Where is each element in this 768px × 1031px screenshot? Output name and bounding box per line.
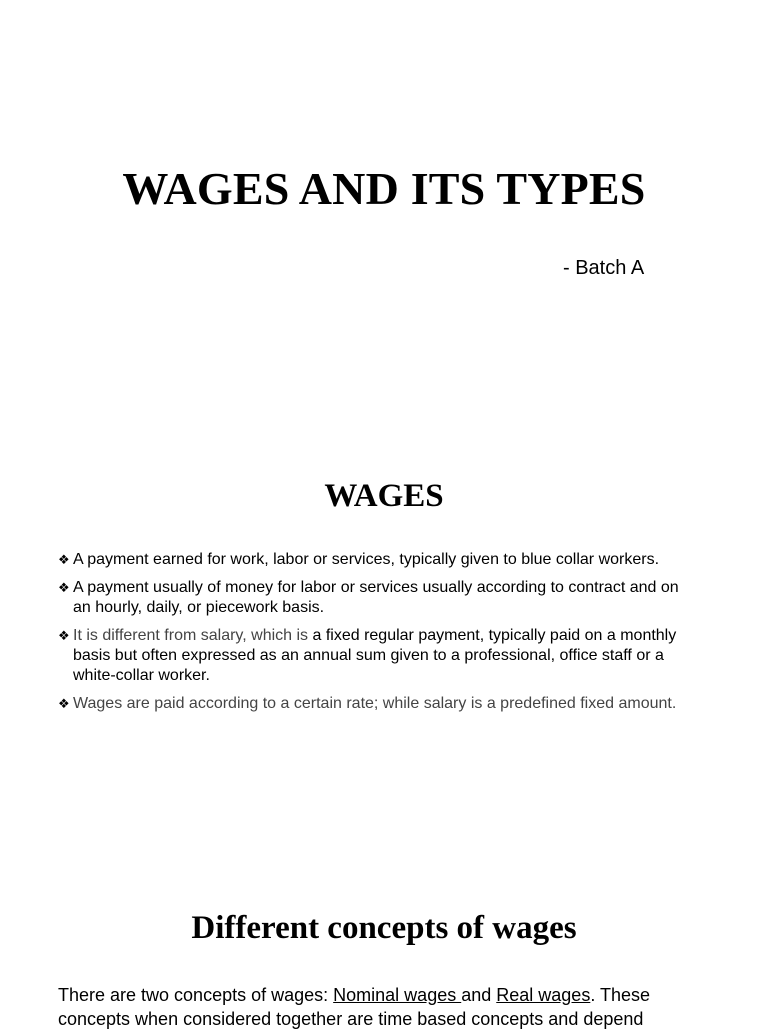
batch-subtitle: - Batch A [563, 257, 645, 279]
diamond-bullet-icon: ❖ [58, 696, 70, 711]
concepts-heading: Different concepts of wages [191, 910, 577, 946]
bullet-text: Wages are paid according to a certain rate; while salary is a predefined fixed amount. [73, 695, 677, 712]
list-item [58, 626, 698, 686]
list-item [58, 694, 698, 714]
list-item [58, 578, 698, 618]
diamond-bullet-icon: ❖ [58, 628, 70, 643]
wages-heading: WAGES [324, 478, 444, 514]
paragraph-text: and [461, 985, 497, 1005]
bullet-text: A payment earned for work, labor or services, typically given to blue collar workers. [73, 551, 660, 568]
real-wages-term: Real wages [496, 985, 591, 1005]
wages-bullet-list [58, 550, 698, 722]
list-item [58, 550, 698, 570]
page-title: WAGES AND ITS TYPES [122, 163, 646, 214]
paragraph-text: There are two concepts of wages: [58, 985, 334, 1005]
paragraph-text: . These concepts when considered together are time based concepts and depend [58, 985, 651, 1029]
diamond-bullet-icon: ❖ [58, 552, 70, 567]
bullet-text-part: It is different from salary, which is [73, 627, 313, 644]
nominal-wages-term: Nominal wages [333, 985, 462, 1005]
diamond-bullet-icon: ❖ [58, 580, 70, 595]
bullet-text-part: a fixed regular payment, typically paid on a monthly basis but often expressed as an annual sum given to a professional, office staff or a white-collar worker. [73, 627, 677, 684]
bullet-text: A payment usually of money for labor or services usually according to contract and on an hourly, daily, or piecework basis. [73, 579, 679, 616]
